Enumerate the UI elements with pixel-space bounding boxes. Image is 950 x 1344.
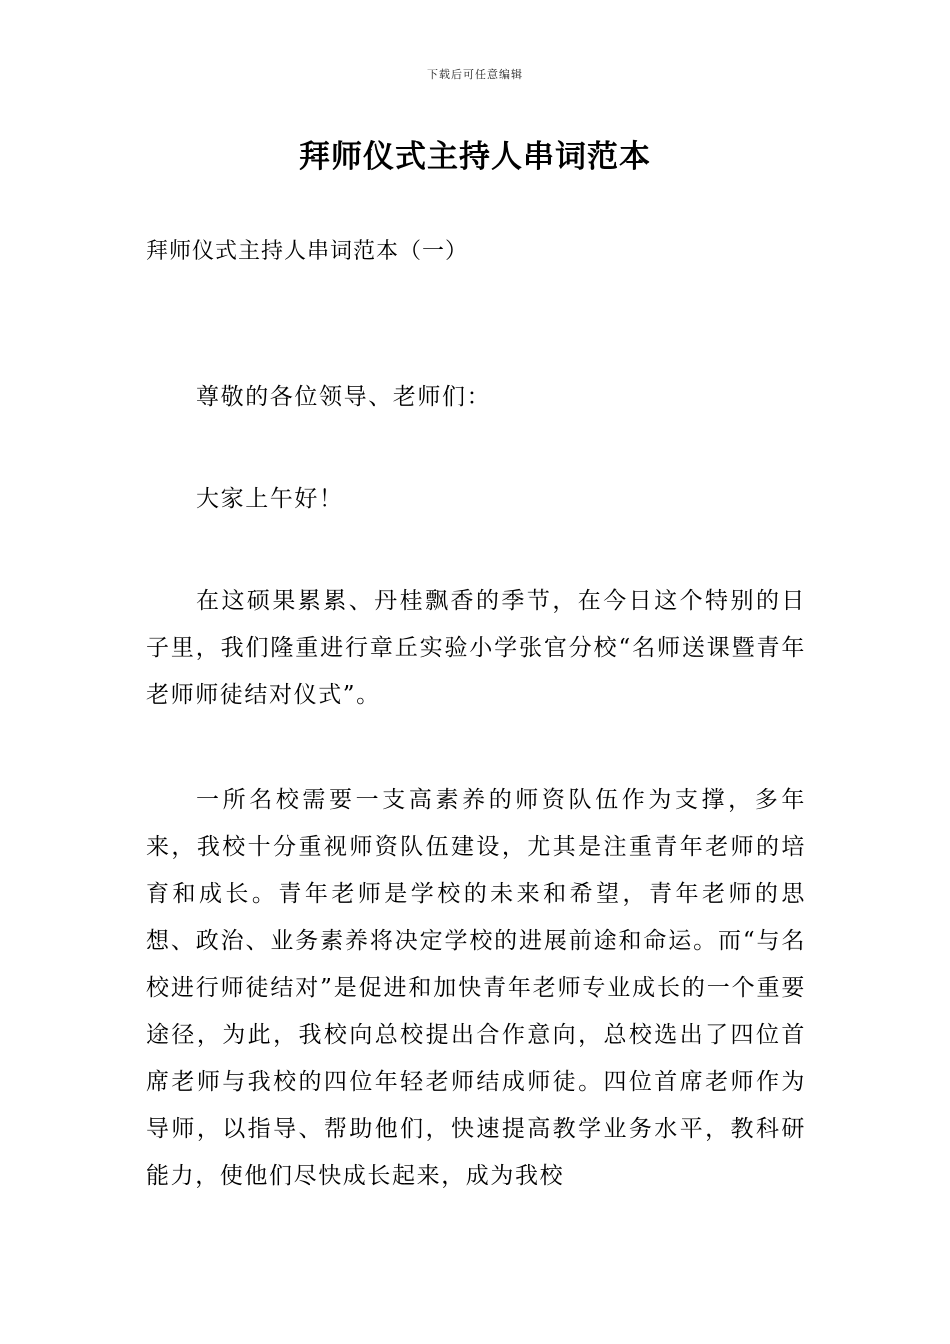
header-note: 下载后可任意编辑 [427,68,523,81]
body-paragraph: 一所名校需要一支高素养的师资队伍作为支撑，多年来，我校十分重视师资队伍建设，尤其是注重青年老师的培育和成长。青年老师是学校的未来和希望，青年老师的思想、政治、业务素养将决定学校的进展前途和命运。而“与名校进行师徒结对”是促进和加快青年老师专业成长的一个重要途径，为此，我校向总校提出合作意向，总校选出了四位首席老师与我校的四位年轻老师结成师徒。四位首席老师作为导师，以指导、帮助他们，快速提高教学业务水平，教科研能力，使他们尽快成长起来，成为我校 [146,787,806,1189]
salutation-paragraph: 大家上午好！ [196,486,344,512]
opening-paragraph: 在这硕果累累、丹桂飘香的季节，在今日这个特别的日子里，我们隆重进行章丘实验小学张官分校“名师送课暨青年老师师徒结对仪式”。 [146,588,806,708]
document-title: 拜师仪式主持人串词范本 [299,139,651,175]
section-heading: 拜师仪式主持人串词范本（一） [146,239,469,264]
greeting-paragraph: 尊敬的各位领导、老师们： [196,384,492,410]
